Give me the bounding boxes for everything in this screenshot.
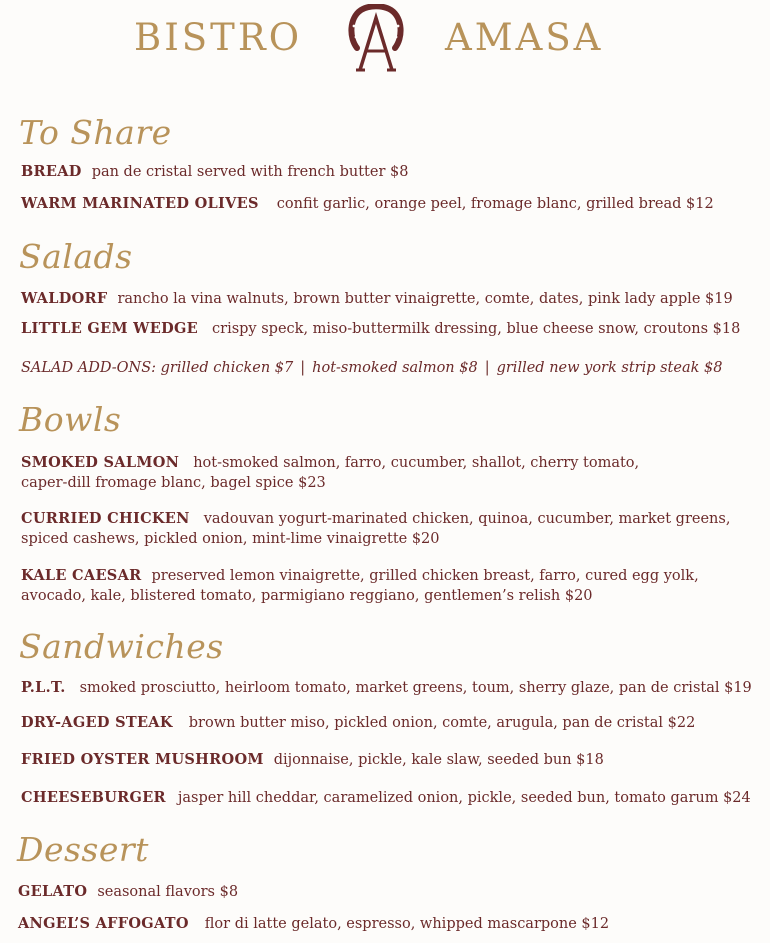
item-description: preserved lemon vinaigrette, grilled chicken breast, farro, cured egg yolk, [151,568,699,584]
section-title-sandwiches: Sandwiches [19,627,224,666]
addons-label: SALAD ADD-ONS: [21,360,157,376]
item-name: CURRIED CHICKEN [21,510,190,527]
item-description: smoked prosciutto, heirloom tomato, market greens, toum, sherry glaze, pan de cristal $19 [79,680,752,696]
menu-item-kale-caesar [21,566,699,586]
item-description: dijonnaise, pickle, kale slaw, seeded bun $18 [273,752,604,768]
item-name: P.L.T. [21,679,66,696]
item-description: vadouvan yogurt-marinated chicken, quinoa, cucumber, market greens, [203,511,731,527]
brand-name-left: BISTRO [134,16,303,59]
menu-item-smoked-salmon [21,453,639,473]
item-description: brown butter miso, pickled onion, comte, arugula, pan de cristal $22 [188,715,696,731]
menu-item-gelato [18,882,238,902]
section-title-dessert: Dessert [17,830,149,869]
menu-item-bread [21,162,408,182]
item-description: crispy speck, miso-buttermilk dressing, blue cheese snow, croutons $18 [212,321,741,337]
item-description-cont: caper-dill fromage blanc, bagel spice $23 [21,475,326,491]
item-description: rancho la vina walnuts, brown butter vinaigrette, comte, dates, pink lady apple $19 [117,291,733,307]
menu-item-plt [21,678,752,698]
brand-name-right: AMASA [445,16,604,59]
item-name: WARM MARINATED OLIVES [21,195,259,212]
item-name: CHEESEBURGER [21,789,166,806]
menu-item-kale-caesar-cont [21,586,593,606]
item-name: KALE CAESAR [21,567,142,584]
item-name: DRY-AGED STEAK [21,714,173,731]
item-name: WALDORF [21,290,108,307]
item-description: flor di latte gelato, espresso, whipped mascarpone $12 [204,916,610,932]
menu-item-warm-marinated-olives [21,194,714,214]
item-name: BREAD [21,163,82,180]
section-title-to-share: To Share [19,113,172,152]
item-description: pan de cristal served with french butter $8 [91,164,409,180]
item-name: GELATO [18,883,88,900]
item-description-cont: spiced cashews, pickled onion, mint-lime vinaigrette $20 [21,531,440,547]
menu-header [0,0,770,80]
separator: | [484,360,490,376]
menu-item-curried-chicken [21,509,730,529]
item-description: confit garlic, orange peel, fromage blanc, grilled bread $12 [276,196,714,212]
item-name: SMOKED SALMON [21,454,180,471]
item-description: seasonal flavors $8 [97,884,239,900]
menu-item-cheeseburger [21,788,751,808]
item-description-cont: avocado, kale, blistered tomato, parmigiano reggiano, gentlemen’s relish $20 [21,588,593,604]
menu-item-waldorf [21,289,733,309]
item-name: LITTLE GEM WEDGE [21,320,199,337]
addon-option: grilled new york strip steak $8 [496,360,723,376]
salad-addons [21,358,722,378]
item-name: ANGEL’S AFFOGATO [18,915,189,932]
section-title-bowls: Bowls [19,400,122,439]
addon-option: grilled chicken $7 [160,360,294,376]
menu-item-fried-oyster-mushroom [21,750,604,770]
menu-item-curried-chicken-cont [21,529,440,549]
item-name: FRIED OYSTER MUSHROOM [21,751,264,768]
menu-item-angels-affogato [18,914,609,934]
menu-item-smoked-salmon-cont [21,473,326,493]
horseshoe-monogram-icon [347,4,405,74]
menu-item-dry-aged-steak [21,713,695,733]
menu-item-little-gem-wedge [21,319,740,339]
item-description: hot-smoked salmon, farro, cucumber, shallot, cherry tomato, [193,455,640,471]
separator: | [300,360,306,376]
addon-option: hot-smoked salmon $8 [312,360,478,376]
item-description: jasper hill cheddar, caramelized onion, pickle, seeded bun, tomato garum $24 [177,790,751,806]
section-title-salads: Salads [19,237,133,276]
